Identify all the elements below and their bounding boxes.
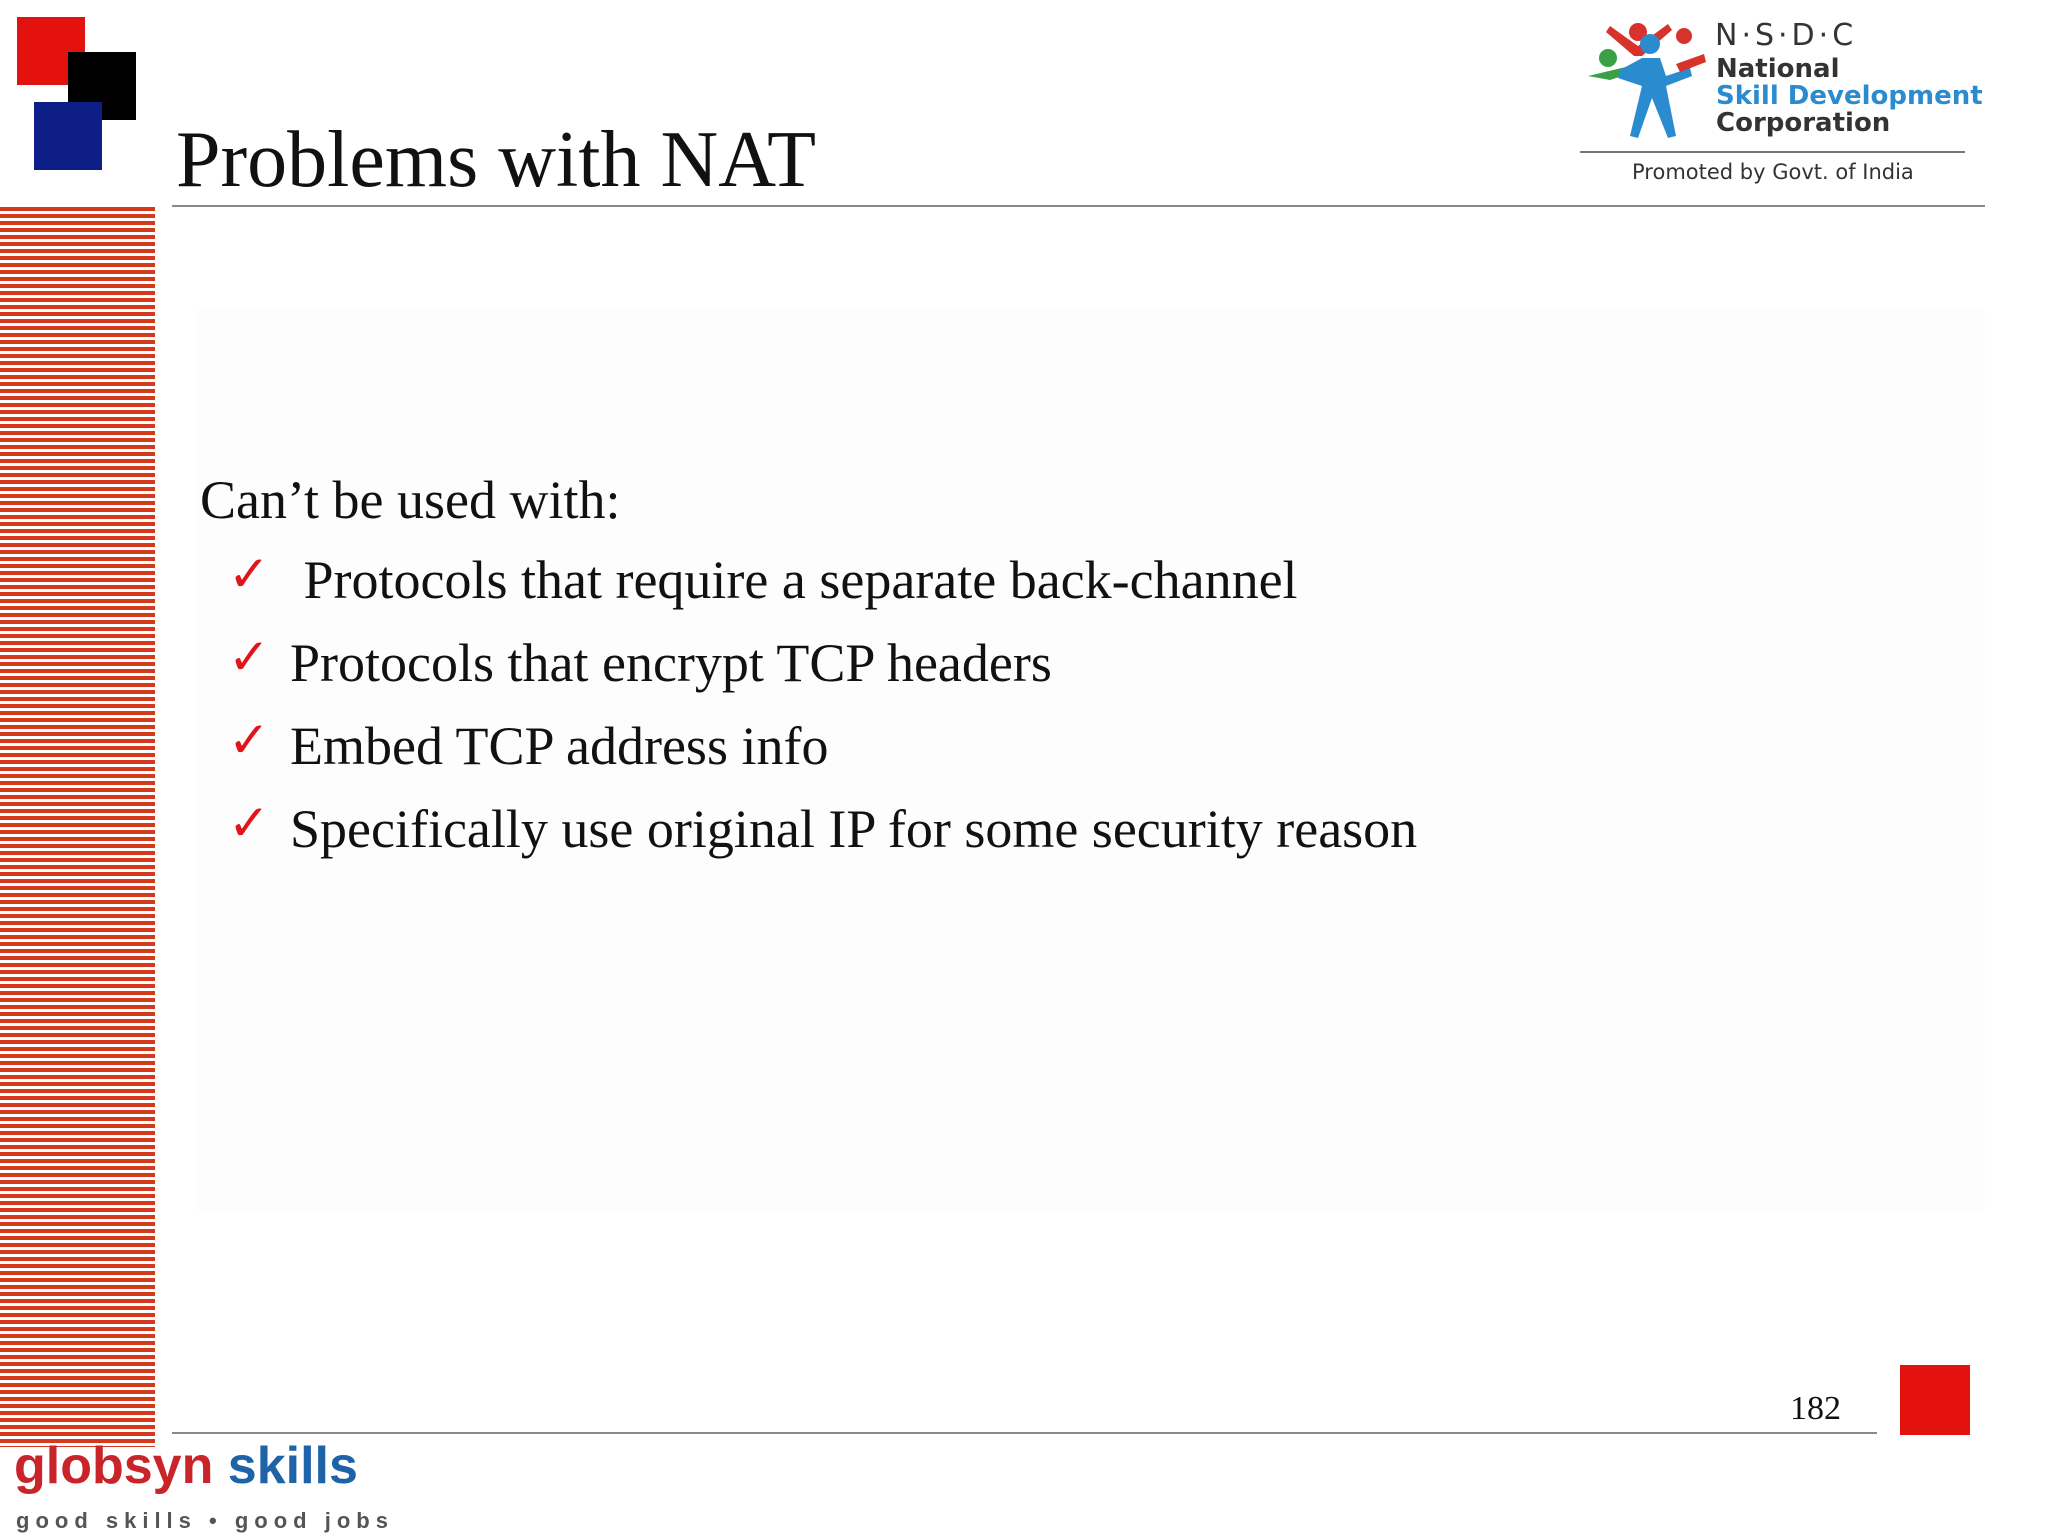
logo-divider xyxy=(1580,151,1965,153)
check-icon: ✓ xyxy=(228,794,270,852)
lead-text: Can’t be used with: xyxy=(200,470,621,530)
people-figures-icon xyxy=(1580,16,1715,146)
nsdc-acronym: N·S·D·C xyxy=(1715,18,1858,53)
decor-square-navy xyxy=(34,102,102,170)
slide-title: Problems with NAT xyxy=(176,116,816,204)
nsdc-name-line1: National xyxy=(1716,54,1840,84)
bullet-text: Protocols that encrypt TCP headers xyxy=(290,633,1052,693)
check-icon: ✓ xyxy=(228,545,270,603)
check-icon: ✓ xyxy=(228,711,270,769)
bullet-text: Embed TCP address info xyxy=(290,716,829,776)
brand-part2: skills xyxy=(227,1437,358,1495)
brand-tagline: good skills • good jobs xyxy=(16,1508,394,1533)
nsdc-logo xyxy=(1580,8,1983,208)
nsdc-name-line2: Skill Development xyxy=(1716,81,1983,111)
bullet-text: Protocols that require a separate back-channel xyxy=(290,550,1298,610)
footer-red-square xyxy=(1900,1365,1970,1435)
footer-divider xyxy=(172,1432,1877,1434)
bullet-text: Specifically use original IP for some security reason xyxy=(290,799,1418,859)
check-icon: ✓ xyxy=(228,628,270,686)
page-number: 182 xyxy=(1790,1390,1841,1427)
left-stripe-bar xyxy=(0,207,155,1447)
brand-part1: globsyn xyxy=(14,1437,214,1495)
nsdc-name-line3: Corporation xyxy=(1716,108,1891,138)
nsdc-promoted-text: Promoted by Govt. of India xyxy=(1632,160,1914,184)
globsyn-skills-logo xyxy=(14,1436,358,1496)
